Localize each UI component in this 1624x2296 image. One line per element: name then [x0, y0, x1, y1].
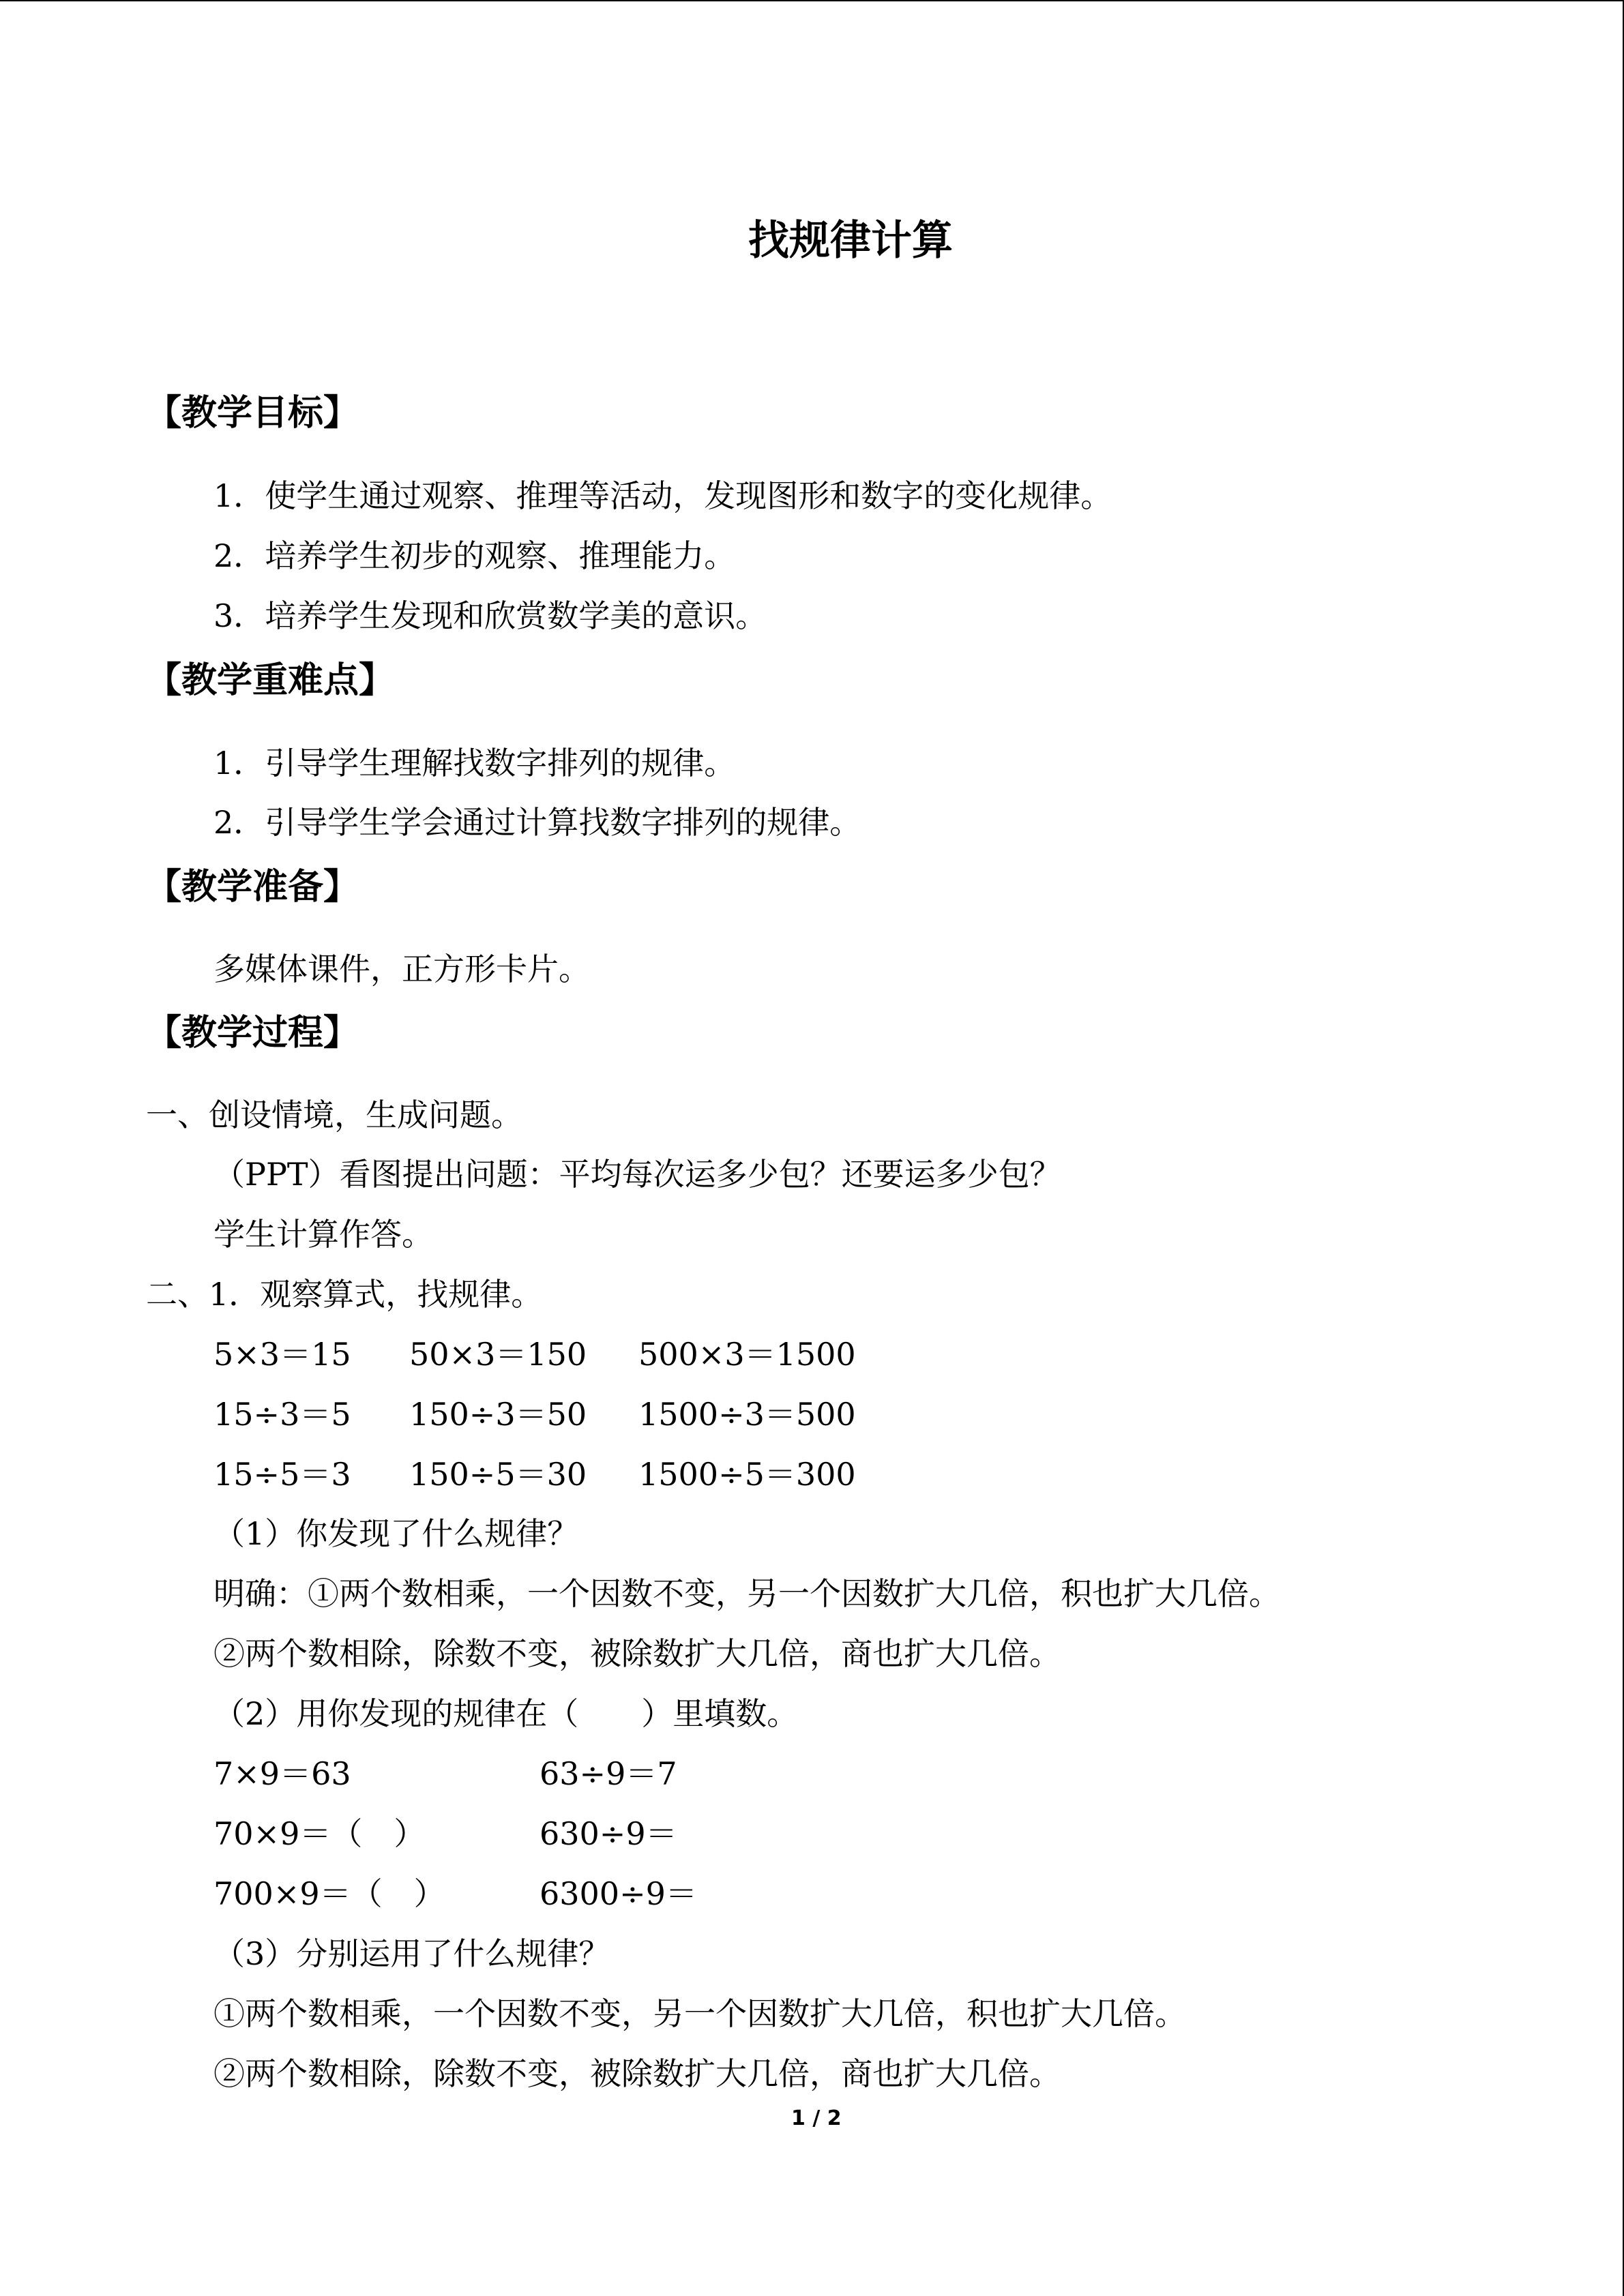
question-1: （1）你发现了什么规律？	[213, 1515, 579, 1552]
part1-question: （PPT）看图提出问题：平均每次运多少包？还要运多少包？	[213, 1156, 1061, 1193]
key-point-item: 1．引导学生理解找数字排列的规律。	[213, 745, 736, 781]
page-number: 1 / 2	[791, 2106, 842, 2130]
rule-2: ②两个数相除，除数不变，被除数扩大几倍，商也扩大几倍。	[213, 2055, 1061, 2092]
fill-equation: 7×9＝63	[213, 1755, 351, 1792]
equation: 150÷5＝30	[409, 1456, 587, 1493]
clarify-rule-2: ②两个数相除，除数不变，被除数扩大几倍，商也扩大几倍。	[213, 1635, 1061, 1672]
equation: 5×3＝15	[213, 1336, 351, 1373]
objective-item: 2．培养学生初步的观察、推理能力。	[213, 537, 736, 574]
heading-key-points: 【教学重难点】	[146, 660, 395, 701]
fill-equation: 700×9＝（ ）	[213, 1875, 445, 1912]
page-title: 找规律计算	[748, 217, 953, 265]
heading-process: 【教学过程】	[146, 1013, 359, 1054]
equation: 15÷5＝3	[213, 1456, 351, 1493]
question-3: （3）分别运用了什么规律？	[213, 1935, 610, 1972]
rule-1: ①两个数相乘，一个因数不变，另一个因数扩大几倍，积也扩大几倍。	[213, 1995, 1186, 2032]
equation: 50×3＝150	[409, 1336, 587, 1373]
heading-preparation: 【教学准备】	[146, 867, 359, 908]
equation: 15÷3＝5	[213, 1396, 351, 1433]
part1-answer: 学生计算作答。	[213, 1216, 433, 1253]
preparation-text: 多媒体课件，正方形卡片。	[213, 951, 590, 987]
heading-objectives: 【教学目标】	[146, 393, 359, 434]
key-point-item: 2．引导学生学会通过计算找数字排列的规律。	[213, 804, 861, 841]
question-2: （2）用你发现的规律在（ ）里填数。	[213, 1695, 799, 1732]
fill-equation: 63÷9＝7	[540, 1755, 677, 1792]
fill-equation: 630÷9＝	[540, 1815, 677, 1852]
equation: 150÷3＝50	[409, 1396, 587, 1433]
objective-item: 1．使学生通过观察、推理等活动，发现图形和数字的变化规律。	[213, 477, 1112, 514]
objective-item: 3．培养学生发现和欣赏数学美的意识。	[213, 597, 767, 634]
fill-equation: 6300÷9＝	[540, 1875, 697, 1912]
equation: 500×3＝1500	[638, 1336, 856, 1373]
equation: 1500÷3＝500	[638, 1396, 856, 1433]
part1-title: 一、创设情境，生成问题。	[146, 1097, 522, 1133]
fill-equation: 70×9＝（ ）	[213, 1815, 426, 1852]
clarify-rule-1: 明确：①两个数相乘，一个因数不变，另一个因数扩大几倍，积也扩大几倍。	[213, 1575, 1280, 1612]
equation: 1500÷5＝300	[638, 1456, 856, 1493]
part2-title: 二、1．观察算式，找规律。	[146, 1276, 543, 1313]
